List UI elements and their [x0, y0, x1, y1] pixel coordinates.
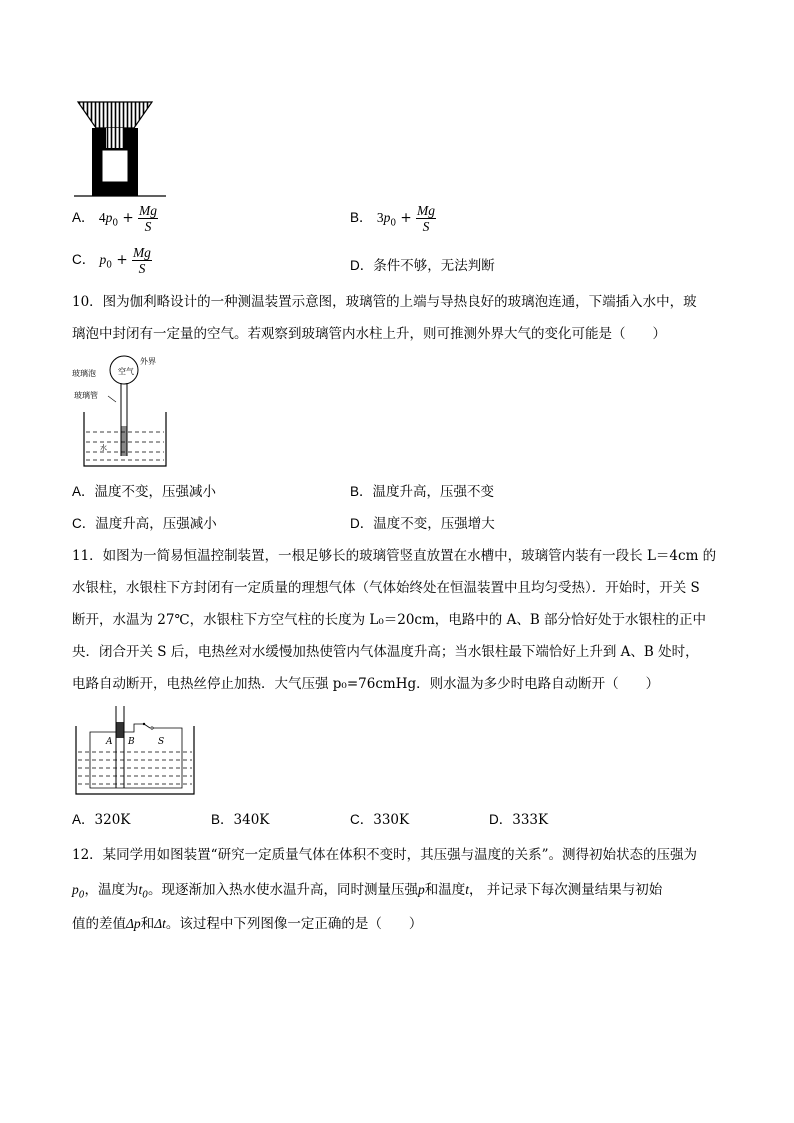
- option-label: C．: [72, 516, 96, 531]
- option-label: A．: [72, 210, 95, 225]
- text-run: 和温度: [424, 882, 466, 898]
- symbol-p: p: [417, 882, 425, 897]
- q11-stem-line-2: 水银柱，水银柱下方封闭有一定质量的理想气体（气体始终处在恒温装置中且均匀受热）．开始时，开关 S: [72, 580, 700, 596]
- formula-p: p: [383, 210, 391, 225]
- q10-stem-line-2: 璃泡中封闭有一定量的空气。若观察到玻璃管内水柱上升，则可推测外界大气的变化可能是（ ）: [72, 326, 666, 342]
- formula-sub: 0: [390, 218, 397, 229]
- symbol-p: p: [72, 882, 79, 897]
- q10-option-d[interactable]: [350, 514, 495, 534]
- formula-plus: +: [122, 210, 134, 226]
- q11-stem-line-5: 电路自动断开，电热丝停止加热．大气压强 p₀=76cmHg．则水温为多少时电路自动断开（ ）: [72, 676, 660, 692]
- q9-option-c[interactable]: [72, 245, 152, 285]
- q10-option-b[interactable]: [350, 482, 494, 502]
- figure-label-air: 空气: [118, 367, 134, 376]
- option-text: 温度不变，压强增大: [373, 516, 495, 532]
- option-text: 条件不够，无法判断: [373, 258, 495, 274]
- q11-option-c[interactable]: [350, 810, 409, 830]
- option-label: A．: [72, 484, 95, 499]
- fraction-denominator: S: [144, 219, 152, 234]
- option-label: D．: [350, 516, 374, 531]
- figure-label-water: 水: [100, 444, 107, 452]
- figure-label-outside: 外界: [140, 357, 156, 366]
- option-label: B．: [350, 210, 373, 225]
- formula-p: p: [105, 210, 113, 225]
- symbol-sub: 0: [142, 890, 148, 901]
- q9-option-a[interactable]: [72, 203, 158, 243]
- q10-stem-line-1: 10．图为伽利略设计的一种测温装置示意图，玻璃管的上端与导热良好的玻璃泡连通，下端插入水中，玻: [72, 294, 697, 310]
- q9-figure: [70, 98, 170, 200]
- fraction-numerator: Mg: [132, 245, 151, 260]
- text-run: 和: [140, 916, 155, 932]
- option-label: D．: [489, 812, 513, 827]
- q11-stem-line-1: 11．如图为一简易恒温控制装置，一根足够长的玻璃管竖直放置在水槽中，玻璃管内装有一段长 L＝4cm 的: [72, 548, 717, 564]
- fraction-denominator: S: [138, 261, 146, 276]
- fraction-numerator: Mg: [138, 203, 157, 218]
- option-label: B．: [350, 484, 373, 499]
- symbol-sub: 0: [78, 890, 85, 901]
- option-label: B．: [211, 812, 234, 827]
- symbol-t: t: [465, 882, 469, 897]
- text-run: 。该过程中下列图像一定正确的是（ ）: [165, 916, 423, 932]
- q11-figure: [70, 704, 200, 798]
- text-run: ， 并记录下每次测量结果与初始: [469, 882, 663, 898]
- option-text: 330K: [373, 812, 410, 828]
- option-text: 320K: [94, 812, 131, 828]
- symbol-delta-t: Δt: [154, 916, 166, 931]
- formula-plus: +: [400, 210, 412, 226]
- figure-label-b: B: [128, 737, 135, 747]
- fraction-denominator: S: [422, 219, 430, 234]
- q10-figure: [70, 352, 180, 470]
- formula-fraction: [132, 245, 152, 276]
- formula-fraction: [138, 203, 158, 234]
- figure-label-bulb: 玻璃泡: [72, 369, 96, 378]
- text-run: 值的差值: [72, 916, 126, 932]
- option-text: 温度升高，压强减小: [95, 516, 217, 532]
- formula-fraction: [416, 203, 436, 234]
- option-label: C．: [72, 252, 96, 267]
- symbol-t: t: [138, 882, 143, 897]
- q9-option-b[interactable]: [350, 203, 436, 243]
- formula-coef: 4: [98, 210, 106, 225]
- q11-stem-line-4: 央．闭合开关 S 后，电热丝对水缓慢加热使管内气体温度升高；当水银柱最下端恰好上升到 A、B 处时，: [72, 644, 699, 660]
- formula-plus: +: [116, 252, 128, 268]
- option-text: 温度不变，压强减小: [94, 484, 217, 500]
- text-run: ，温度为: [84, 882, 139, 898]
- q12-stem-line-3: [72, 914, 422, 934]
- formula-sub: 0: [112, 218, 119, 229]
- fraction-numerator: Mg: [416, 203, 435, 218]
- q10-option-a[interactable]: [72, 482, 216, 502]
- q11-option-d[interactable]: [489, 810, 548, 830]
- figure-label-tube: 玻璃管: [74, 391, 98, 400]
- option-label: D．: [350, 258, 374, 273]
- option-text: 温度升高，压强不变: [372, 484, 495, 500]
- formula-coef: 3: [376, 210, 384, 225]
- q12-stem-line-1: 12．某同学用如图装置“研究一定质量气体在体积不变时，其压强与温度的关系”。测得初始状态的压强为: [72, 847, 697, 863]
- option-label: C．: [350, 812, 374, 827]
- option-text: 333K: [512, 812, 549, 828]
- q11-stem-line-3: 断开，水温为 27℃，水银柱下方空气柱的长度为 L₀＝20cm，电路中的 A、B 部分恰好处于水银柱的正中: [72, 612, 707, 628]
- q10-option-c[interactable]: [72, 514, 217, 534]
- option-text: 340K: [233, 812, 270, 828]
- symbol-delta-p: Δp: [126, 916, 141, 931]
- q9-option-d[interactable]: [350, 256, 495, 276]
- formula-sub: 0: [106, 260, 113, 271]
- formula-p: p: [99, 252, 107, 267]
- option-label: A．: [72, 812, 95, 827]
- q11-option-b[interactable]: [211, 810, 269, 830]
- figure-label-s: S: [158, 737, 165, 747]
- figure-label-a: A: [106, 737, 113, 747]
- q11-option-a[interactable]: [72, 810, 130, 830]
- q12-stem-line-2: [72, 880, 662, 906]
- text-run: 。现逐渐加入热水使水温升高，同时测量压强: [147, 882, 418, 898]
